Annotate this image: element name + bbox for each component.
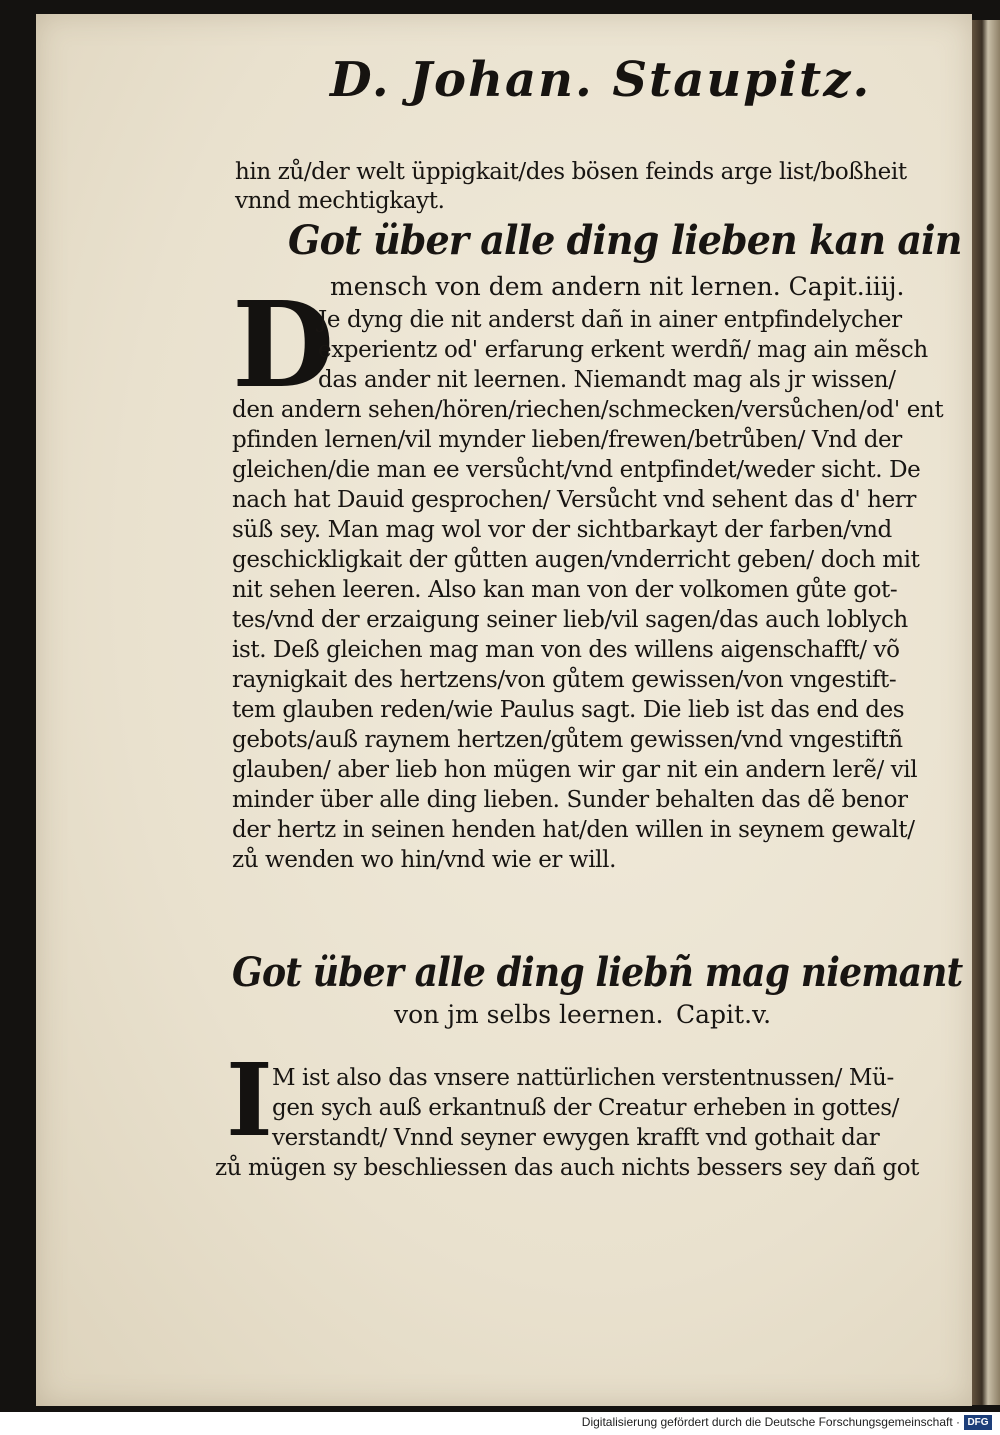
ch4-line: nit sehen leeren. Also kan man von der volkomen gůte got- (232, 577, 898, 603)
facing-page-edge (970, 20, 1000, 1405)
ch4-line: nach hat Dauid gesprochen/ Versůcht vnd sehent das d' herr (232, 487, 916, 513)
running-header: D. Johan. Staupitz. (330, 52, 872, 108)
ch4-line: gleichen/die man ee versůcht/vnd entpfindet/weder sicht. De (232, 457, 921, 483)
ch5-line: M ist also das vnsere nattürlichen verstentnussen/ Mü- (272, 1065, 894, 1091)
chapter-5-initial: I (226, 1041, 273, 1159)
chapter-5-number: Capit.v. (676, 1000, 772, 1029)
funding-credit: Digitalisierung gefördert durch die Deutsche Forschungsgemeinschaft · (581, 1415, 960, 1429)
intro-line-1: hin zů/der welt üppigkait/des bösen feinds arge list/boßheit (235, 159, 907, 185)
chapter-4-subheading: mensch von dem andern nit lernen. Capit.iiij. (330, 272, 905, 301)
ch4-line: experientz od' erfarung erkent werdñ/ mag ain mẽsch (318, 337, 928, 363)
intro-line-2: vnnd mechtigkayt. (235, 188, 445, 214)
ch4-line: ist. Deß gleichen mag man von des willens aigenschafft/ võ (232, 637, 900, 663)
ch4-line: pfinden lernen/vil mynder lieben/frewen/betrůben/ Vnd der (232, 427, 902, 453)
chapter-4-heading: Got über alle ding lieben kan ain (288, 217, 962, 264)
ch4-line: glauben/ aber lieb hon mügen wir gar nit ein andern lerẽ/ vil (232, 757, 918, 783)
ch4-line: der hertz in seinen henden hat/den willen in seynem gewalt/ (232, 817, 915, 843)
ch5-line: gen sych auß erkantnuß der Creatur erheben in gottes/ (272, 1095, 899, 1121)
ch4-line: tes/vnd der erzaigung seiner lieb/vil sagen/das auch loblych (232, 607, 908, 633)
chapter-5-heading: Got über alle ding liebñ mag niemant (232, 949, 963, 996)
ch4-line: gebots/auß raynem hertzen/gůtem gewissen/vnd vngestiftñ (232, 727, 903, 753)
ch4-line: das ander nit leernen. Niemandt mag als jr wissen/ (318, 367, 896, 393)
ch4-line: tem glauben reden/wie Paulus sagt. Die lieb ist das end des (232, 697, 905, 723)
ch4-line: Je dyng die nit anderst dañ in ainer entpfindelycher (318, 307, 902, 333)
digitization-footer (0, 1412, 1000, 1435)
ch4-line: zů wenden wo hin/vnd wie er will. (232, 847, 616, 873)
chapter-4-initial: D (232, 275, 335, 414)
ch4-line: geschickligkait der gůtten augen/vnderricht geben/ doch mit (232, 547, 920, 573)
ch4-line: süß sey. Man mag wol vor der sichtbarkayt der farben/vnd (232, 517, 892, 543)
ch4-line: raynigkait des hertzens/von gůtem gewissen/von vngestift- (232, 667, 897, 693)
ch5-line: zů mügen sy beschliessen das auch nichts bessers sey dañ got (215, 1155, 919, 1181)
ch5-line: verstandt/ Vnnd seyner ewygen krafft vnd gothait dar (272, 1125, 880, 1151)
chapter-5-subheading: von jm selbs leernen. (394, 1000, 664, 1029)
ch4-line: den andern sehen/hören/riechen/schmecken/versůchen/od' ent (232, 397, 944, 423)
dfg-logo: DFG (964, 1415, 992, 1430)
ch4-line: minder über alle ding lieben. Sunder behalten das dẽ benor (232, 787, 908, 813)
